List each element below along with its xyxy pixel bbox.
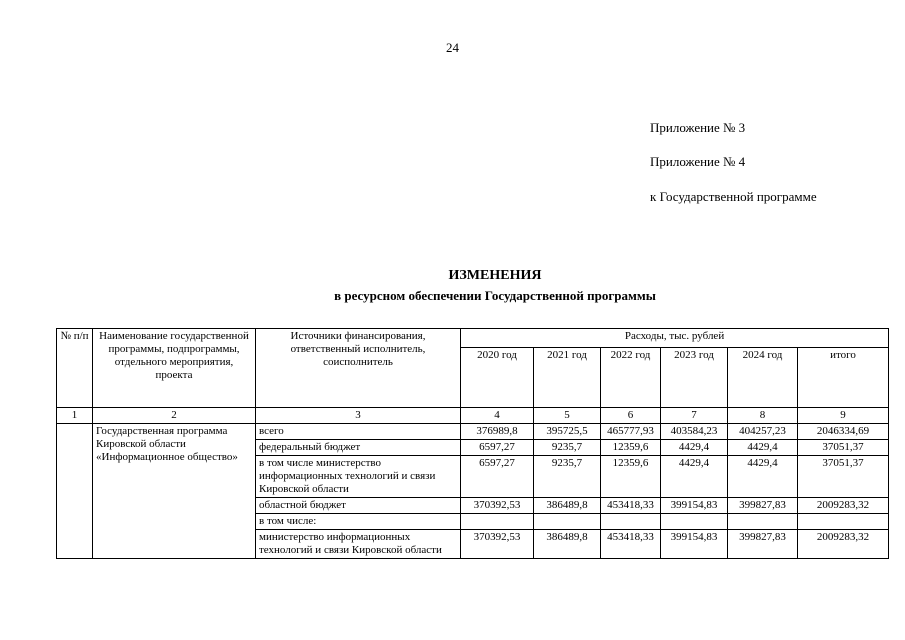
header-year-2022: 2022 год <box>601 348 661 408</box>
value-cell: 370392,53 <box>461 530 534 559</box>
source-cell: министерство информационных технологий и связи Кировской области <box>256 530 461 559</box>
value-cell: 12359,6 <box>601 440 661 456</box>
value-cell: 386489,8 <box>534 530 601 559</box>
table-row <box>57 424 889 440</box>
value-cell <box>728 514 798 530</box>
index-cell: 1 <box>57 408 93 424</box>
value-cell: 399154,83 <box>661 498 728 514</box>
page-number: 24 <box>446 40 459 55</box>
header-year-2021: 2021 год <box>534 348 601 408</box>
value-cell: 9235,7 <box>534 440 601 456</box>
document-title: ИЗМЕНЕНИЯ <box>448 268 542 283</box>
value-cell: 37051,37 <box>798 456 889 498</box>
value-cell: 4429,4 <box>728 456 798 498</box>
value-cell: 4429,4 <box>661 456 728 498</box>
index-cell: 2 <box>93 408 256 424</box>
value-cell: 403584,23 <box>661 424 728 440</box>
value-cell: 399827,83 <box>728 498 798 514</box>
index-cell: 6 <box>601 408 661 424</box>
index-cell: 8 <box>728 408 798 424</box>
index-cell: 7 <box>661 408 728 424</box>
value-cell: 453418,33 <box>601 498 661 514</box>
value-cell: 12359,6 <box>601 456 661 498</box>
value-cell: 2009283,32 <box>798 530 889 559</box>
value-cell: 6597,27 <box>461 440 534 456</box>
source-cell: федеральный бюджет <box>256 440 461 456</box>
header-year-2023: 2023 год <box>661 348 728 408</box>
index-cell: 4 <box>461 408 534 424</box>
value-cell: 9235,7 <box>534 456 601 498</box>
index-row <box>57 408 889 424</box>
value-cell: 2046334,69 <box>798 424 889 440</box>
value-cell <box>798 514 889 530</box>
value-cell: 6597,27 <box>461 456 534 498</box>
value-cell <box>661 514 728 530</box>
header-year-2024: 2024 год <box>728 348 798 408</box>
appendix-line-2: Приложение № 4 <box>650 154 746 169</box>
value-cell: 376989,8 <box>461 424 534 440</box>
document-subtitle: в ресурсном обеспечении Государственной программы <box>334 288 656 303</box>
value-cell: 453418,33 <box>601 530 661 559</box>
value-cell: 399154,83 <box>661 530 728 559</box>
resource-table <box>56 328 889 559</box>
source-cell: областной бюджет <box>256 498 461 514</box>
source-cell: в том числе: <box>256 514 461 530</box>
header-total: итого <box>798 348 889 408</box>
index-cell: 9 <box>798 408 889 424</box>
appendix-line-1: Приложение № 3 <box>650 120 746 135</box>
header-year-2020: 2020 год <box>461 348 534 408</box>
value-cell: 2009283,32 <box>798 498 889 514</box>
header-source: Источники финансирования, ответственный исполнитель, соисполнитель <box>256 329 461 408</box>
source-cell: в том числе министерство информационных технологий и связи Кировской области <box>256 456 461 498</box>
value-cell: 37051,37 <box>798 440 889 456</box>
value-cell: 4429,4 <box>661 440 728 456</box>
value-cell: 395725,5 <box>534 424 601 440</box>
header-name: Наименование государственной программы, подпрограммы, отдельного мероприятия, проекта <box>93 329 256 408</box>
row-number-cell <box>57 424 93 559</box>
source-cell: всего <box>256 424 461 440</box>
value-cell: 386489,8 <box>534 498 601 514</box>
header-num: № п/п <box>57 329 93 408</box>
value-cell <box>534 514 601 530</box>
header-expenses: Расходы, тыс. рублей <box>461 329 889 348</box>
index-cell: 5 <box>534 408 601 424</box>
value-cell: 399827,83 <box>728 530 798 559</box>
program-name-cell: Государственная программа Кировской области «Информационное общество» <box>93 424 256 559</box>
value-cell: 4429,4 <box>728 440 798 456</box>
value-cell <box>601 514 661 530</box>
value-cell: 370392,53 <box>461 498 534 514</box>
index-cell: 3 <box>256 408 461 424</box>
value-cell: 465777,93 <box>601 424 661 440</box>
appendix-line-3: к Государственной программе <box>650 189 817 204</box>
value-cell: 404257,23 <box>728 424 798 440</box>
value-cell <box>461 514 534 530</box>
